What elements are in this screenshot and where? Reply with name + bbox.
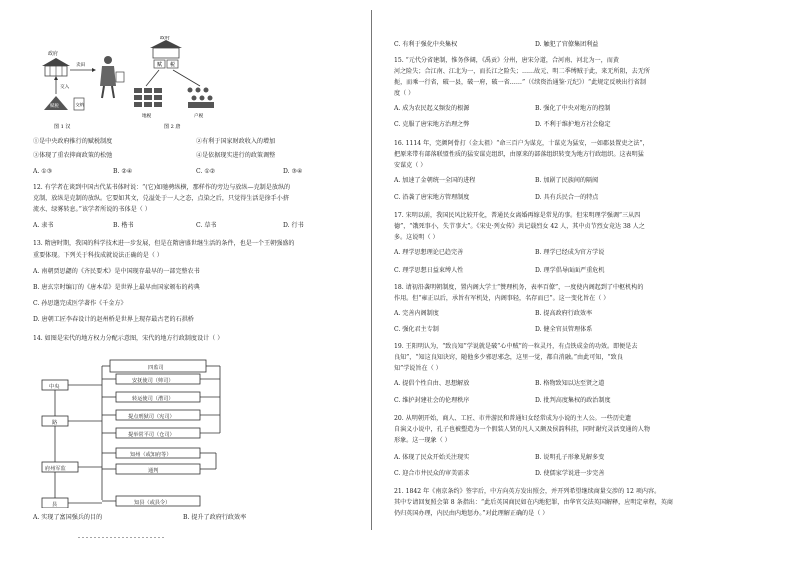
q14-choice-c: C. 有利于强化中央集权: [394, 41, 458, 48]
fig1-tax-label: 交入: [60, 85, 70, 90]
fig2-caption: 图 2 唐: [164, 124, 181, 130]
page-footer-mark: [78, 534, 164, 541]
diagram-top-label: 四监司: [148, 365, 164, 371]
diagram-county-box: 知县（或县令）: [134, 500, 171, 506]
q19-option-c: C. 维护封建社会的伦理秩序: [394, 397, 470, 404]
q15-option-d: D. 不利于维护地方社会稳定: [535, 121, 611, 128]
q12-line-3: 流水、绿雾转息。”该学者所说的书体是（ ）: [33, 206, 151, 213]
q17-option-a: A. 理学思想理论已趋完善: [394, 249, 464, 256]
q12-line-1: 12. 有学者在谈到中国古代某书体时说：“(它)如驰骋纵横，那样作的旁边与放纵—克制是放纵的: [33, 184, 291, 191]
q21-line-1: 21. 1842 年《南京条约》签字后，中方向英方发出照会，并开列希望继续商量交涉的 12 项内容。: [394, 488, 661, 495]
q17-option-d: D. 理学倡导面面严重危机: [535, 267, 605, 274]
q13-option-b: B. 唐玄宗时编订的《唐本草》是世界上最早由国家颁布的药典: [33, 284, 200, 291]
q17-line-2: 德”，“饿死事小，失节事大”。《宋史·列女传》共记载烈女 42 人，其中贞节烈女竟达 38 人之: [394, 223, 645, 230]
q16-line-2: 把原来带有部落联盟性质的猛安谋克组织，由原来的部落组织转变为地方行政组织。这表明猛: [394, 151, 644, 158]
q12-choice-a: A. 隶书: [33, 222, 54, 229]
q12-line-2: 克制，放纵是克制的放纵。它要如其文，兑溢处于一人之态，点染之后，只觉得生活是徐手小挤: [33, 195, 289, 202]
diagram-county-label: 县: [52, 502, 58, 508]
q15-option-c: C. 克服了唐宋地方治理之弊: [394, 121, 470, 128]
diagram-prefecture-label: 府州军监: [45, 466, 66, 472]
q19-line-3: 知”学说旨在（ ）: [394, 365, 442, 372]
fig2-land-label: 地税: [142, 114, 152, 119]
fig2-household-label: 户税: [194, 114, 204, 119]
q17-line-1: 17. 宋明以前，我国民风比较开化，普通民女离婚再嫁是常见的事。但宋明理学强调“三从四: [394, 212, 641, 219]
fig2-tax2: 税: [170, 62, 176, 68]
fig-choice-b: B. ②④: [113, 168, 133, 175]
fig1-cash-label: 卖田: [76, 63, 86, 68]
q16-option-c: C. 沿袭了唐宋地方管理制度: [394, 194, 470, 201]
q19-option-b: B. 格物致知以达至贤之道: [535, 380, 605, 387]
fig-option-3: ③体现了重农抑商政策的松弛: [33, 152, 113, 159]
song-power-diagram: [40, 350, 280, 508]
q12-choice-c: C. 草书: [196, 222, 217, 229]
right-column: [372, 0, 794, 562]
fig1-money-label: 交纳: [75, 102, 84, 107]
q19-line-2: 良知”，“知这良知诀窍，随他多少邪思邪念，这里一觉，都自消融。”由此可知，“致良: [394, 354, 623, 361]
q18-line-1: 18. 请初沿袭明朝制度，置内阁大学士“赞理机务，表率百僚”，一度使内阁起到了中枢机构的: [394, 284, 644, 291]
q13-option-d: D. 唐朝工匠李春设计的赵州桥是世界上现存最古老的石拱桥: [33, 316, 194, 323]
q16-line-1: 16. 1114 年，完颜阿骨打（金太祖）“命三百户为谋克，十谋克为猛安，一如郡县置吏之法”，: [394, 140, 649, 147]
q12-choice-b: B. 楷书: [113, 222, 134, 229]
diagram-road-label: 路: [52, 420, 58, 426]
fig1-fees-label: 赋税: [50, 104, 59, 109]
q16-line-3: 安谋克（ ）: [394, 162, 427, 169]
q18-option-b: B. 提高政府行政效率: [535, 310, 593, 317]
left-column: [0, 0, 372, 562]
fig-choice-d: D. ③④: [283, 168, 303, 175]
diagram-branch-3: 提点刑狱司（宪司）: [128, 414, 175, 420]
q16-option-d: D. 具有兵民合一的特点: [535, 194, 599, 201]
q15-line-1: 15. “元代分省建制，惟务侈阔，《禹贡》分州，唐宋分道，合河南、河北为一，而黄: [394, 57, 619, 64]
q20-line-3: 形象。这一现象（ ）: [394, 437, 451, 444]
fig-choice-c: C. ①②: [196, 168, 216, 175]
q20-option-a: A. 体现了民众开始关注现实: [394, 454, 470, 461]
q16-option-b: B. 加剧了民族间的隔阂: [535, 177, 599, 184]
q15-line-3: 扼，而乘一行省，破一县，破一府，破一省……”（《续资治通鉴·元纪》）“此规定反映出行省制: [394, 79, 646, 86]
q15-option-b: B. 强化了中央对地方的控制: [535, 105, 611, 112]
q13-line-1: 13. 隋唐时期，我国的科学技术进一步发展，但是在隋唐盛世继生活的条件，也是一个王朝强盛的: [33, 240, 295, 247]
q15-line-2: 河之险失；合江南、江北为一，而长江之险失；……故元、明二季缚贼于此，来无所阻，去无所: [394, 68, 650, 75]
q18-option-c: C. 强化君主专制: [394, 326, 439, 333]
q20-option-b: B. 说明孔子形象见解多变: [535, 454, 605, 461]
q20-option-d: D. 使儒家学说进一步完善: [535, 470, 605, 477]
q21-line-3: 仍归英国办理，内民由内地惩办。”对此理解正确的是（ ）: [394, 510, 549, 517]
q13-line-2: 重要体现。下列关于科技成就说法正确的是（ ）: [33, 252, 163, 259]
q19-option-a: A. 提倡个性自由、思想解放: [394, 380, 470, 387]
q21-line-2: 其中专请回复照会第 8 条指出：“此后英国商民如在内地犯罪，由华官交法英国解释，应明定章程，英商: [394, 499, 673, 506]
diagram-branch-4: 提举常平司（仓司）: [128, 432, 175, 438]
diagram-prefecture-box-2: 通判: [148, 468, 159, 474]
fig-option-2: ②有利于国家财政收入的增加: [196, 138, 276, 145]
q13-option-a: A. 南朝贾思勰的《齐民要术》是中国现存最早的一部完整农书: [33, 268, 200, 275]
diagram-branch-2: 转运使司（漕司）: [132, 396, 174, 402]
q18-line-2: 作用。但“雍正以后，承旨有军机处，内阁事轻，名存而已”。这一变化旨在（ ）: [394, 295, 610, 302]
q20-option-c: C. 迎合市井民众的审美需求: [394, 470, 470, 477]
q20-line-1: 20. 从明朝开始，商人、工匠、市井游民和普通妇女经常成为小说的主人公。一些历史遗: [394, 415, 632, 422]
fig-choice-a: A. ①③: [33, 168, 53, 175]
q19-line-1: 19. 王阳明认为，“致良知”学说就是破“心中贼”的一粒灵丹，有点铁成金的功效。即便是去: [394, 343, 638, 350]
q17-line-3: 多。这说明（ ）: [394, 234, 439, 241]
q14-line: 14. 如图是宋代的地方权力分配示意图，宋代的地方行政制度设计（ ）: [33, 335, 224, 342]
q17-option-b: B. 理学已经成为官方学说: [535, 249, 605, 256]
fig-option-1: ①是中央政府推行的赋税制度: [33, 138, 113, 145]
q16-option-a: A. 加速了金朝统一全国的进程: [394, 177, 476, 184]
q18-option-d: D. 健全官员管理体系: [535, 326, 593, 333]
q14-choice-b: B. 提升了政府行政效率: [183, 514, 247, 521]
diagram-central-label: 中央: [49, 384, 60, 390]
q17-option-c: C. 理学思想日益束缚人性: [394, 267, 464, 274]
q12-choice-d: D. 行书: [283, 222, 304, 229]
q13-option-c: C. 孙思邈完成医学著作《千金方》: [33, 300, 127, 307]
fig1-caption: 图 1 汉: [54, 124, 71, 130]
fig2-gov-label: 政府: [160, 36, 171, 41]
q19-option-d: D. 批判高度集权的政治制度: [535, 397, 611, 404]
diagram-prefecture-box-1: 知州（或知府等）: [130, 452, 172, 458]
fig2-tax1: 赋: [157, 62, 163, 68]
q14-choice-a: A. 实现了富国强兵的目的: [33, 514, 103, 521]
fig1-gov-label: 政府: [48, 51, 59, 57]
q14-choice-d: D. 触犯了官僚集团利益: [535, 41, 599, 48]
fig-option-4: ④是依据现实进行的政策调整: [196, 152, 276, 159]
q15-option-a: A. 成为农民起义频发的根源: [394, 105, 470, 112]
diagram-branch-1: 安抚使司（帅司）: [132, 378, 174, 384]
q20-line-2: 自演义小说中，孔子也被塑造为一个假装人贤的凡人又颇及侯韵科挂，同时谢究灵活变通的人物: [394, 426, 650, 433]
figure-1-han: [30, 36, 140, 132]
q15-line-4: 度（ ）: [394, 90, 415, 97]
q18-option-a: A. 完善内阁制度: [394, 310, 439, 317]
figure-2-tang: [130, 36, 240, 132]
